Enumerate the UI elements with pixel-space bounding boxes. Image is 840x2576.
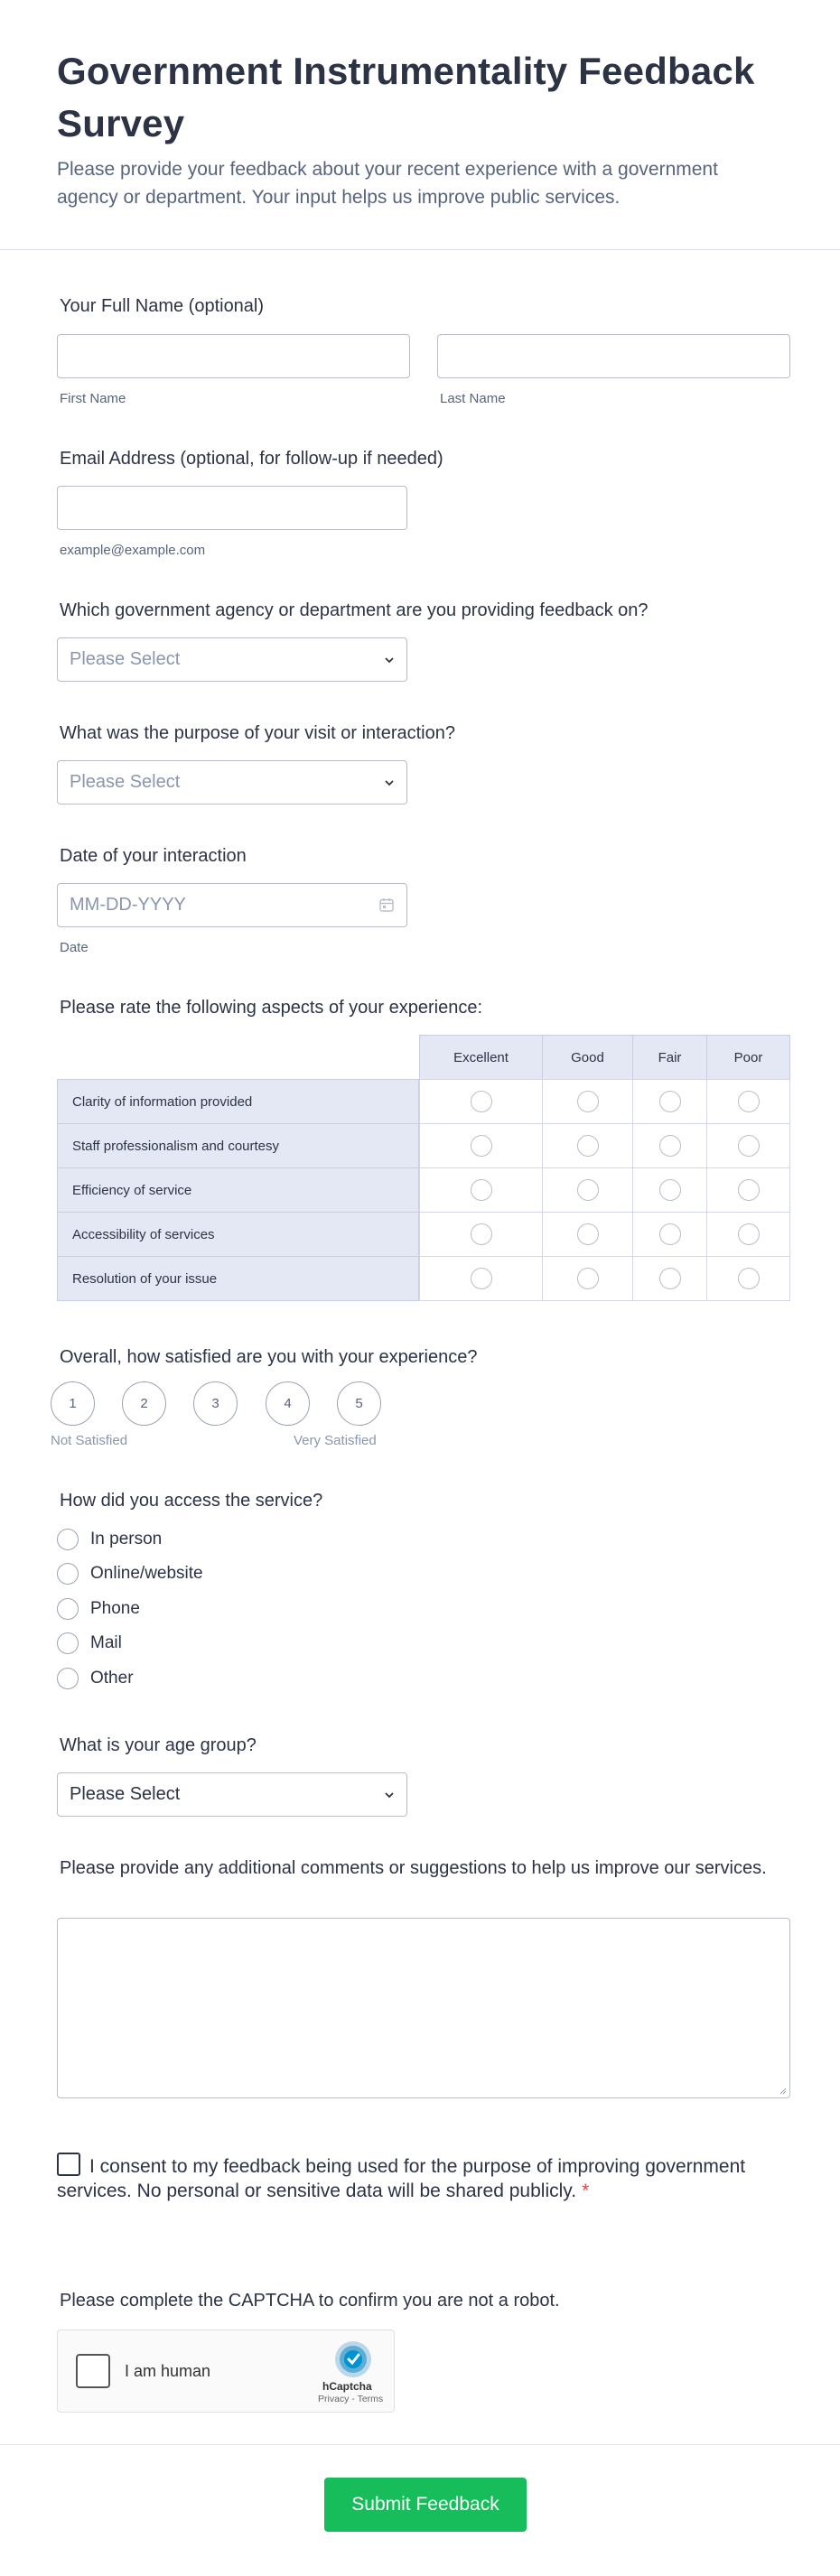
matrix-radio[interactable] xyxy=(659,1091,681,1112)
access-option[interactable] xyxy=(57,1632,122,1655)
chevron-down-icon xyxy=(383,654,396,666)
matrix-radio[interactable] xyxy=(738,1091,760,1112)
matrix-row-label: Accessibility of services xyxy=(57,1212,419,1257)
header-divider xyxy=(0,249,840,250)
matrix-cell xyxy=(632,1079,707,1124)
radio-circle[interactable] xyxy=(57,1632,79,1654)
access-option-label: Other xyxy=(90,1669,134,1688)
agency-label: Which government agency or department are you providing feedback on? xyxy=(60,600,649,620)
matrix-col-poor: Poor xyxy=(706,1035,790,1080)
name-label: Your Full Name (optional) xyxy=(60,296,265,316)
access-option-label: In person xyxy=(90,1530,163,1548)
date-label: Date of your interaction xyxy=(60,846,247,866)
matrix-cell xyxy=(419,1123,543,1168)
matrix-radio[interactable] xyxy=(577,1223,599,1245)
access-option-label: Phone xyxy=(90,1599,140,1618)
comments-label: Please provide any additional comments or suggestions to help us improve our services. xyxy=(60,1858,767,1878)
date-sublabel: Date xyxy=(60,940,89,955)
matrix-cell xyxy=(542,1123,633,1168)
matrix-cell xyxy=(706,1167,790,1213)
captcha-brand: hCaptcha xyxy=(322,2380,372,2393)
matrix-row-label: Efficiency of service xyxy=(57,1167,419,1213)
access-option[interactable] xyxy=(57,1597,140,1621)
email-label: Email Address (optional, for follow-up if needed) xyxy=(60,449,443,469)
matrix-cell xyxy=(706,1256,790,1301)
matrix-cell xyxy=(419,1256,543,1301)
matrix-row-label: Staff professionalism and courtesy xyxy=(57,1123,419,1168)
radio-circle[interactable] xyxy=(57,1598,79,1620)
resize-handle-icon[interactable] xyxy=(778,2086,787,2095)
scale-option-1[interactable]: 1 xyxy=(51,1381,95,1426)
chevron-down-icon xyxy=(383,1789,396,1801)
first-name-sublabel: First Name xyxy=(60,391,126,406)
date-input[interactable] xyxy=(57,883,407,927)
matrix-row-label: Resolution of your issue xyxy=(57,1256,419,1301)
calendar-icon[interactable] xyxy=(378,897,395,913)
footer-divider xyxy=(0,2444,840,2445)
matrix-cell xyxy=(632,1256,707,1301)
matrix-cell xyxy=(632,1212,707,1257)
access-option-label: Online/website xyxy=(90,1564,203,1583)
comments-textarea[interactable] xyxy=(57,1918,790,2098)
matrix-radio[interactable] xyxy=(471,1223,492,1245)
matrix-radio[interactable] xyxy=(577,1135,599,1157)
scale-option-3[interactable]: 3 xyxy=(193,1381,238,1426)
chevron-down-icon xyxy=(383,777,396,789)
matrix-radio[interactable] xyxy=(471,1268,492,1289)
matrix-radio[interactable] xyxy=(577,1268,599,1289)
matrix-label: Please rate the following aspects of your experience: xyxy=(60,998,483,1018)
age-select-value: Please Select xyxy=(70,1784,181,1804)
last-name-sublabel: Last Name xyxy=(440,391,506,406)
matrix-cell xyxy=(542,1256,633,1301)
matrix-radio[interactable] xyxy=(738,1179,760,1201)
consent-field xyxy=(57,2153,770,2203)
captcha-checkbox-text: I am human xyxy=(125,2362,211,2380)
matrix-col-excellent: Excellent xyxy=(419,1035,543,1080)
access-option[interactable] xyxy=(57,1528,162,1551)
matrix-radio[interactable] xyxy=(738,1223,760,1245)
matrix-col-good: Good xyxy=(542,1035,633,1080)
first-name-input[interactable] xyxy=(57,334,410,378)
access-option[interactable] xyxy=(57,1667,134,1690)
agency-select-value: Please Select xyxy=(70,649,181,669)
matrix-radio[interactable] xyxy=(471,1091,492,1112)
submit-button[interactable]: Submit Feedback xyxy=(324,2478,527,2532)
email-sublabel: example@example.com xyxy=(60,543,206,558)
matrix-cell xyxy=(419,1212,543,1257)
captcha-widget xyxy=(57,2330,395,2413)
access-label: How did you access the service? xyxy=(60,1491,323,1511)
email-input[interactable] xyxy=(57,486,407,530)
radio-circle[interactable] xyxy=(57,1563,79,1585)
purpose-select[interactable] xyxy=(57,760,407,804)
matrix-radio[interactable] xyxy=(738,1268,760,1289)
matrix-radio[interactable] xyxy=(577,1091,599,1112)
captcha-label: Please complete the CAPTCHA to confirm you are not a robot. xyxy=(60,2291,560,2311)
matrix-radio[interactable] xyxy=(471,1179,492,1201)
matrix-radio[interactable] xyxy=(659,1179,681,1201)
matrix-cell xyxy=(542,1079,633,1124)
purpose-select-value: Please Select xyxy=(70,772,181,792)
scale-option-5[interactable]: 5 xyxy=(337,1381,381,1426)
access-option[interactable] xyxy=(57,1562,203,1586)
matrix-cell xyxy=(419,1079,543,1124)
consent-text: I consent to my feedback being used for the purpose of improving government services. No personal or sensitive data will be shared publicly. xyxy=(57,2156,746,2201)
captcha-privacy-links[interactable]: Privacy - Terms xyxy=(318,2394,384,2404)
last-name-input[interactable] xyxy=(437,334,790,378)
matrix-radio[interactable] xyxy=(659,1268,681,1289)
matrix-radio[interactable] xyxy=(577,1179,599,1201)
age-select[interactable] xyxy=(57,1772,407,1817)
radio-circle[interactable] xyxy=(57,1668,79,1689)
matrix-cell xyxy=(632,1167,707,1213)
required-asterisk: * xyxy=(582,2181,590,2201)
date-field xyxy=(57,883,407,927)
page-title: Government Instrumentality Feedback Survey xyxy=(57,50,755,144)
matrix-col-fair: Fair xyxy=(632,1035,707,1080)
agency-select[interactable] xyxy=(57,637,407,682)
scale-option-2[interactable]: 2 xyxy=(122,1381,166,1426)
matrix-radio[interactable] xyxy=(738,1135,760,1157)
scale-option-4[interactable]: 4 xyxy=(266,1381,310,1426)
matrix-radio[interactable] xyxy=(659,1135,681,1157)
radio-circle[interactable] xyxy=(57,1529,79,1550)
matrix-row-label: Clarity of information provided xyxy=(57,1079,419,1124)
hcaptcha-logo-icon xyxy=(333,2339,373,2379)
matrix-radio[interactable] xyxy=(471,1135,492,1157)
matrix-cell xyxy=(706,1212,790,1257)
age-label: What is your age group? xyxy=(60,1735,257,1755)
matrix-cell xyxy=(542,1167,633,1213)
matrix-radio[interactable] xyxy=(659,1223,681,1245)
access-option-label: Mail xyxy=(90,1633,122,1652)
purpose-label: What was the purpose of your visit or interaction? xyxy=(60,723,455,743)
matrix-cell xyxy=(706,1079,790,1124)
scale-high-label: Very Satisfied xyxy=(294,1433,377,1448)
satisfaction-label: Overall, how satisfied are you with your experience? xyxy=(60,1347,478,1367)
matrix-cell xyxy=(419,1167,543,1213)
captcha-checkbox[interactable] xyxy=(76,2354,110,2388)
matrix-cell xyxy=(706,1123,790,1168)
matrix-cell xyxy=(632,1123,707,1168)
scale-low-label: Not Satisfied xyxy=(51,1433,128,1448)
consent-checkbox[interactable] xyxy=(57,2153,80,2176)
matrix-cell xyxy=(542,1212,633,1257)
page-subtitle: Please provide your feedback about your recent experience with a government agency or department. Your input helps us improve public services. xyxy=(57,159,718,208)
form-header xyxy=(57,45,779,211)
